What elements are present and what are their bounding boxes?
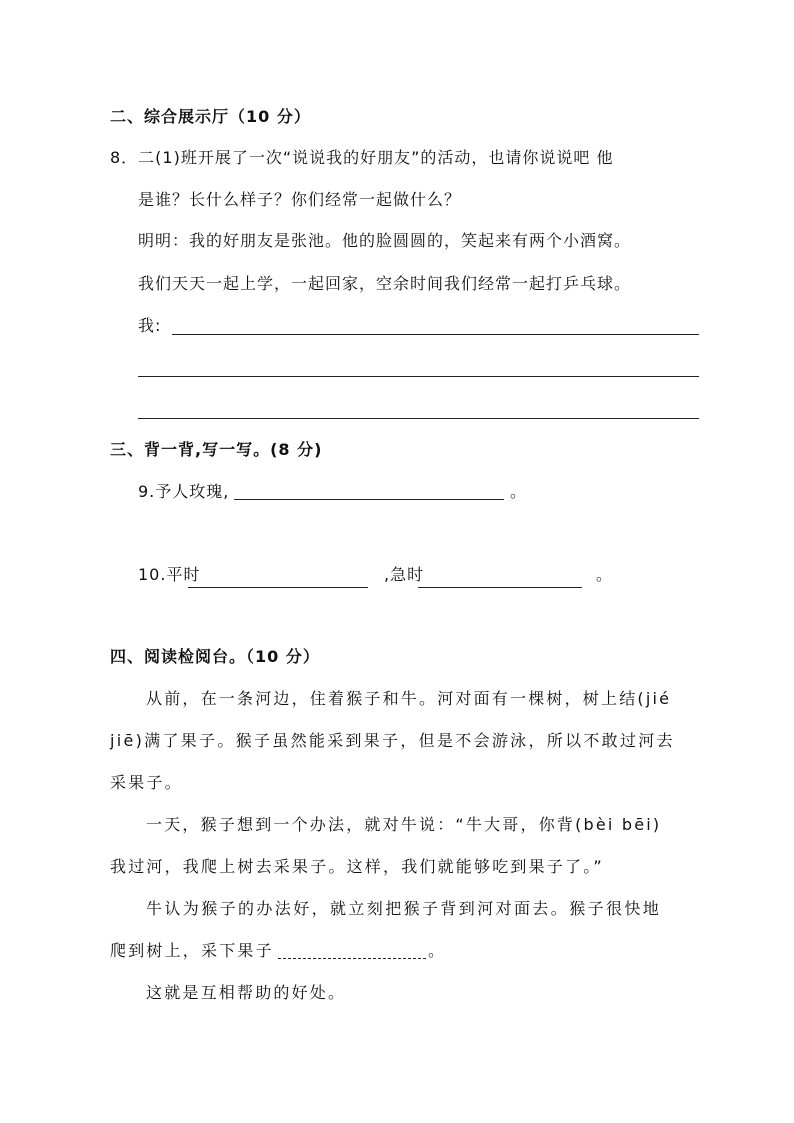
q8-answer-line-3[interactable] xyxy=(138,418,699,419)
section-4-title: 四、阅读检阅台。（10 分） xyxy=(110,647,320,666)
section-3-title: 三、背一背,写一写。(8 分) xyxy=(110,440,323,459)
q8-answer-line-2[interactable] xyxy=(138,376,699,377)
reading-p3-line-2-suffix: 。 xyxy=(428,941,446,960)
q8-line-2: 是谁？长什么样子？你们经常一起做什么？ xyxy=(138,190,462,209)
reading-p1-line-3: 采果子。 xyxy=(110,773,183,792)
reading-p3-line-1: 牛认为猴子的办法好，就立刻把猴子背到河对面去。猴子很快地 xyxy=(146,899,662,918)
q8-example-line-2: 我们天天一起上学，一起回家，空余时间我们经常一起打乒乓球。 xyxy=(138,274,632,293)
section-2-title: 二、综合展示厅（10 分） xyxy=(110,107,311,126)
q10-middle: ,急时 xyxy=(384,565,425,584)
q10-suffix: 。 xyxy=(596,565,614,584)
q8-example-line-1: 明明：我的好朋友是张池。他的脸圆圆的，笑起来有两个小酒窝。 xyxy=(138,231,632,250)
q9-prefix: 9.予人玫瑰, xyxy=(138,482,230,501)
reading-p2-line-2: 我过河，我爬上树去采果子。这样，我们就能够吃到果子了。” xyxy=(110,857,604,876)
reading-p2-line-1: 一天，猴子想到一个办法，就对牛说：“牛大哥，你背(bèi bēi) xyxy=(146,815,662,834)
q9-suffix: 。 xyxy=(510,482,528,501)
reading-p3-line-2-prefix: 爬到树上，采下果子 xyxy=(110,941,274,960)
reading-p4: 这就是互相帮助的好处。 xyxy=(146,983,347,1002)
q9-answer-blank[interactable] xyxy=(234,499,504,500)
q10-answer-blank-2[interactable] xyxy=(418,587,582,588)
q10-answer-blank-1[interactable] xyxy=(188,587,368,588)
reading-p1-line-2: jiē)满了果子。猴子虽然能采到果子，但是不会游泳，所以不敢过河去 xyxy=(110,731,675,750)
q10-prefix: 10.平时 xyxy=(138,565,201,584)
q8-me-label: 我: xyxy=(138,316,162,335)
q8-line-1: 8．二(1)班开展了一次“说说我的好朋友”的活动，也请你说说吧 他 xyxy=(110,148,614,167)
q8-answer-line-1[interactable] xyxy=(172,334,699,335)
reading-p1-line-1: 从前，在一条河边，住着猴子和牛。河对面有一棵树，树上结(jié xyxy=(146,689,672,708)
reading-answer-blank[interactable] xyxy=(278,958,426,959)
